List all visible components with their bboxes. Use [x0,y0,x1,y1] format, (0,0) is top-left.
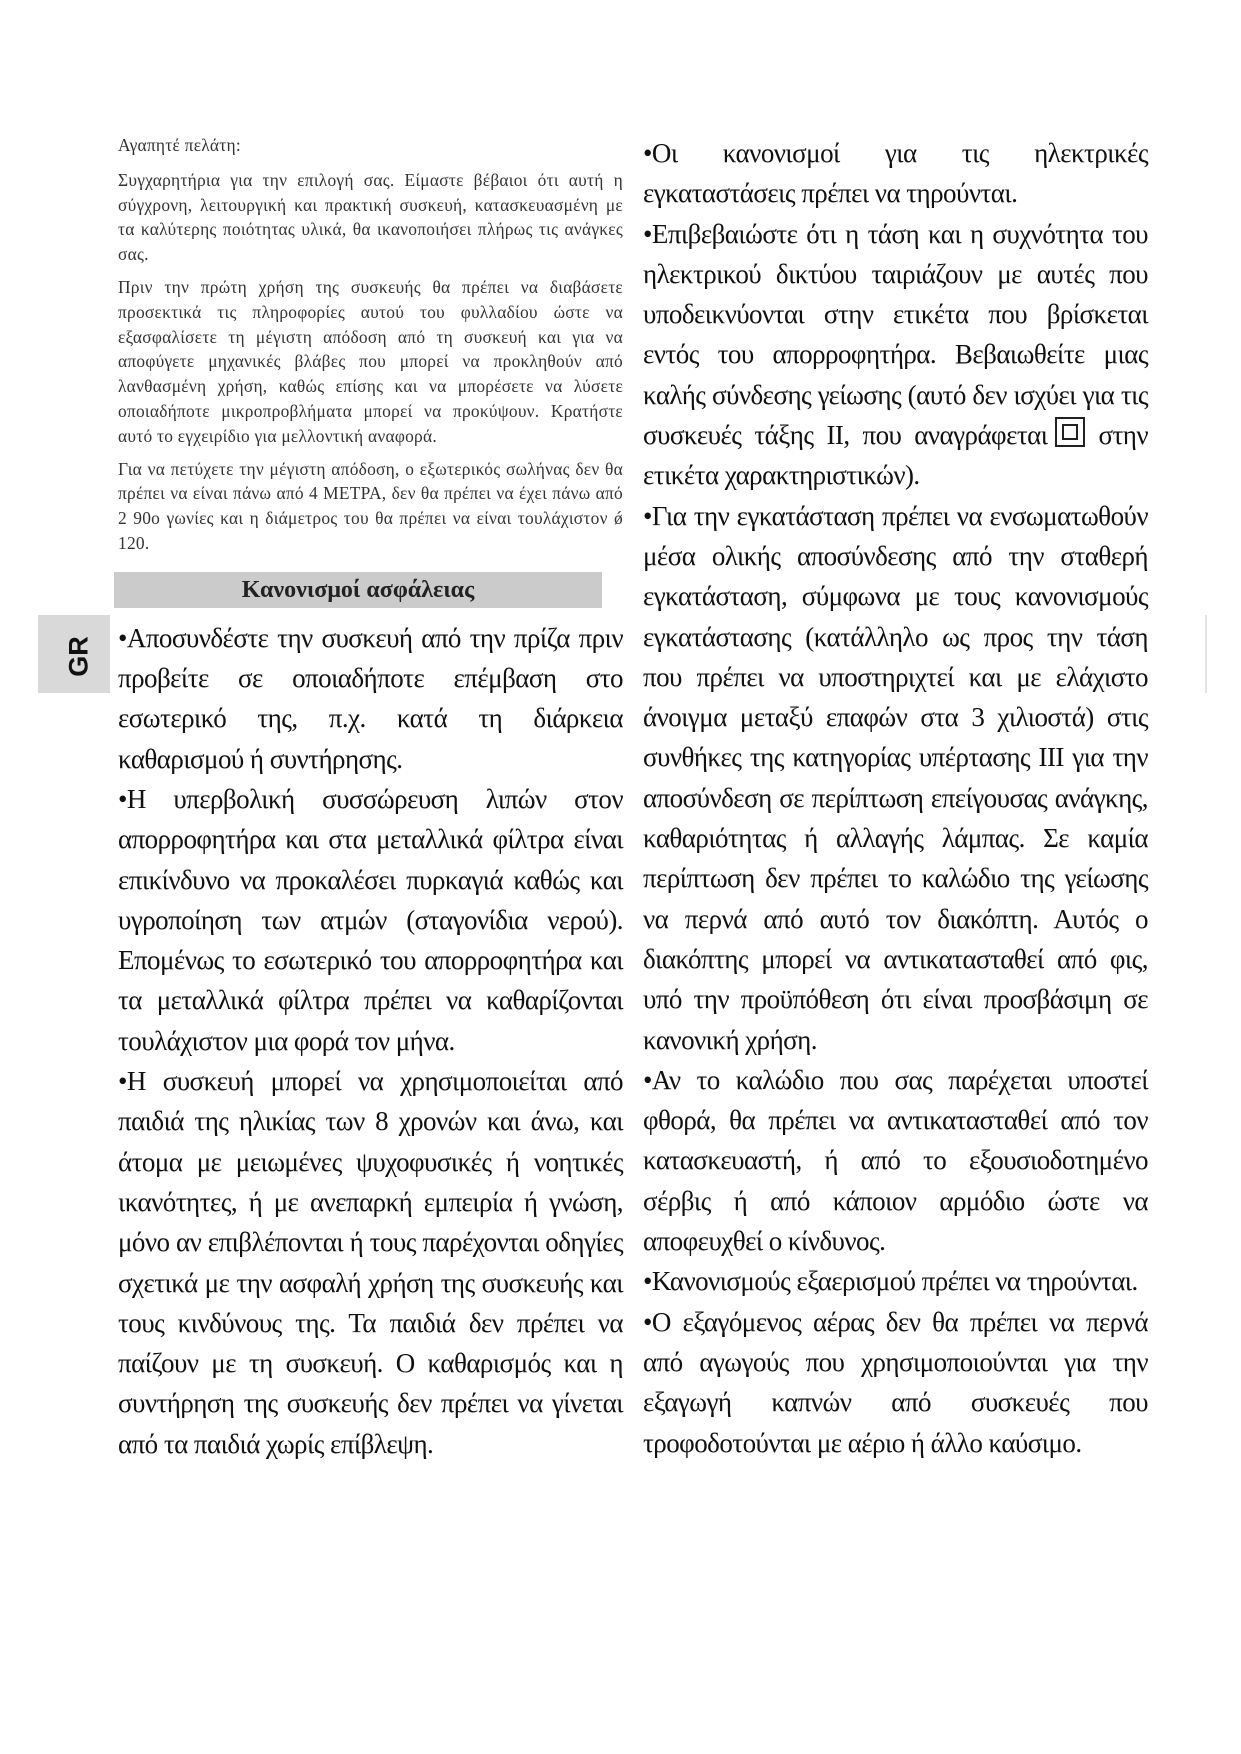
safety-item: •Ο εξαγόμενος αέρας δεν θα πρέπει να περνά από αγωγούς που χρησιμοποιούνται για την εξαγωγή καπνών από συσκευές που τροφοδοτούνται με αέριο ή άλλο καύσιμο. [643,1306,1148,1458]
page-edge-marker [1205,615,1207,693]
safety-item: •Αποσυνδέστε την συσκευή από την πρίζα πριν προβείτε σε οποιαδήποτε επέμβαση στο εσωτερικό της, π.χ. κατά τη διάρκεια καθαρισμού ή συντήρησης. [118,622,623,774]
left-column [118,133,623,1464]
safety-item-with-icon [643,214,1148,496]
intro-paragraph: Πριν την πρώτη χρήση της συσκευής θα πρέπει να διαβάσετε προσεκτικά τις πληροφορίες αυτού του φυλλαδίου ώστε να εξασφαλίσετε τη μέγιστη απόδοση από τη συσκευή και για να αποφύγετε μηχανικές βλάβες που μπορεί να προκληθούν από λανθασμένη χρήση, καθώς επίσης και να μπορέσετε να λύσετε οποιαδήποτε μικροπροβλήματα μπορεί να προκύψουν. Κρατήστε αυτό το εγχειρίδιο για μελλοντική αναφορά. [118,276,623,446]
intro-paragraph: Συγχαρητήρια για την επιλογή σας. Είμαστε βέβαιοι ότι αυτή η σύγχρονη, λειτουργική και πρακτική συσκευή, κατασκευασμένη με τα καλύτερης ποιότητας υλικά, θα ικανοποιήσει πλήρως τις ανάγκες σας. [118,169,623,265]
safety-list-left [118,618,623,1464]
safety-list-right [643,133,1148,1463]
language-tab-label: GR [63,636,94,677]
intro-block [118,133,623,556]
language-tab [38,615,110,693]
safety-item: •Κανονισμούς εξαερισμού πρέπει να τηρούνται. [643,1266,1138,1297]
right-column [643,133,1148,1463]
safety-item-text: •Επιβεβαιώστε ότι η τάση και η συχνότητα του ηλεκτρικού δικτύου ταιριάζουν με αυτές που υποδεικνύονται στην ετικέτα που βρίσκεται εντός του απορροφητήρα. Βεβαιωθείτε μιας καλής σύνδεσης γείωσης (αυτό δεν ισχύει για τις συσκευές τάξης II, που αναγράφεται [643,218,1148,451]
greeting: Αγαπητέ πελάτη: [118,135,241,155]
class-ii-double-square-icon [1055,417,1085,447]
safety-item-text: στην ετικέτα χαρακτηριστικών). [643,420,1148,491]
section-heading: Κανονισμοί ασφάλειας [114,572,602,608]
safety-item: •Η υπερβολική συσσώρευση λιπών στον απορροφητήρα και στα μεταλλικά φίλτρα είναι επικίνδυνο να προκαλέσει πυρκαγιά καθώς και υγροποίηση των ατμών (σταγονίδια νερού). Επομένως το εσωτερικό του απορροφητήρα και τα μεταλλικά φίλτρα πρέπει να καθαρίζονται τουλάχιστον μια φορά τον μήνα. [118,783,623,1056]
safety-item: •Για την εγκατάσταση πρέπει να ενσωματωθούν μέσα ολικής αποσύνδεσης από την σταθερή εγκατάσταση, σύμφωνα με τους κανονισμούς εγκατάστασης (κατάλληλο ως προς την τάση που πρέπει να υποστηριχτεί και με ελάχιστο άνοιγμα μεταξύ επαφών στα 3 χιλιοστά) στις συνθήκες της κατηγορίας υπέρτασης III για την αποσύνδεση σε περίπτωση επείγουσας ανάγκης, καθαριότητας ή αλλαγής λάμπας. Σε καμία περίπτωση δεν πρέπει το καλώδιο της γείωσης να περνά από αυτό τον διακόπτη. Αυτός ο διακόπτης μπορεί να αντικατασταθεί από φις, υπό την προϋπόθεση ότι είναι προσβάσιμη σε κανονική χρήση. [643,500,1148,1055]
safety-item: •Αν το καλώδιο που σας παρέχεται υποστεί φθορά, θα πρέπει να αντικατασταθεί από τον κατασκευαστή, ή από το εξουσιοδοτημένο σέρβις ή από κάποιον αρμόδιο ώστε να αποφευχθεί ο κίνδυνος. [643,1064,1148,1257]
intro-paragraph: Για να πετύχετε την μέγιστη απόδοση, ο εξωτερικός σωλήνας δεν θα πρέπει να είναι πάνω από 4 ΜΕΤΡΑ, δεν θα πρέπει να έχει πάνω από 2 90ο γωνίες και η διάμετρος του θα πρέπει να είναι τουλάχιστον ǿ 120. [118,458,623,553]
safety-item: •Οι κανονισμοί για τις ηλεκτρικές εγκαταστάσεις πρέπει να τηρούνται. [643,138,1148,209]
safety-item: •Η συσκευή μπορεί να χρησιμοποιείται από παιδιά της ηλικίας των 8 χρονών και άνω, και άτομα με μειωμένες ψυχοφυσικές ή νοητικές ικανότητες, ή με ανεπαρκή εμπειρία ή γνώση, μόνο αν επιβλέπονται ή τους παρέχονται οδηγίες σχετικά με την ασφαλή χρήση της συσκευής και τους κινδύνους της. Τα παιδιά δεν πρέπει να παίζουν με τη συσκευή. Ο καθαρισμός και η συντήρηση της συσκευής δεν πρέπει να γίνεται από τα παιδιά χωρίς επίβλεψη. [118,1066,623,1459]
